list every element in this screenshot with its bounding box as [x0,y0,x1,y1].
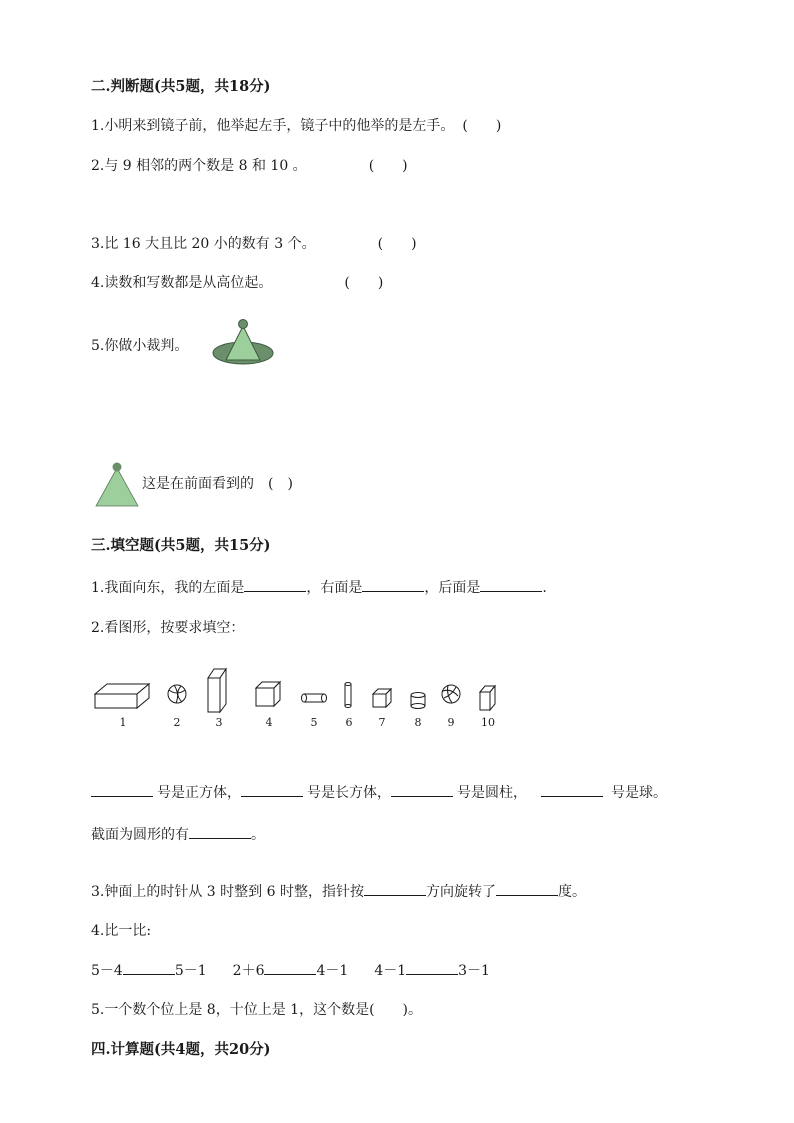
judge-q2 [91,156,408,176]
fill-q3-part-a: 3.钟面上的时针从 3 时整到 6 时整，指针按 [91,884,364,900]
shape-label-10: 10 [481,716,495,729]
shape-6-cylinder-tall [345,683,351,708]
cylinder-blank[interactable] [391,782,453,797]
judge-q5-answer[interactable]: ( ) [268,476,293,492]
shape-label-4: 4 [265,716,273,729]
judge-q4-text: 4.读数和写数都是从高位起。 [91,275,273,291]
front-ball [113,463,122,472]
compare-2-right: 4－1 [316,963,349,979]
shape-label-9: 9 [447,716,455,729]
fill-q5-answer[interactable]: ( ) [369,1002,409,1018]
shape-1-cuboid-flat [95,684,149,708]
compare-3-left: 4－1 [374,963,407,979]
shape-label-1: 1 [119,716,127,729]
shape-label-6: 6 [345,716,353,729]
cone-front-figure [94,460,140,508]
judge-q2-answer[interactable]: ( ) [368,158,408,174]
section-4-title: 四.计算题(共4题，共20分) [91,1041,271,1058]
judge-q4-answer[interactable]: ( ) [344,275,384,291]
sphere-label: 号是球。 [611,785,667,801]
sphere-blank[interactable] [541,782,603,797]
judge-q5-caption-line [142,474,293,494]
shape-2-ball [168,685,186,703]
fill-q1 [91,577,547,598]
shape-label-2: 2 [173,716,181,729]
fill-q5-text: 5.一个数个位上是 8，十位上是 1，这个数是 [91,1002,370,1018]
judge-q1 [91,116,501,136]
judge-q3-text: 3.比 16 大且比 20 小的数有 3 个。 [91,236,316,252]
fill-q3-part-c: 度。 [557,884,586,900]
fill-q1-blank-back[interactable] [480,577,542,592]
cuboid-label: 号是长方体， [307,785,391,801]
fill-q2-text: 2.看图形，按要求填空： [91,620,245,636]
hat-ball [239,320,248,329]
judge-q4 [91,273,383,293]
degree-blank[interactable] [496,881,558,896]
front-cone [96,468,138,506]
fill-q5 [91,1000,422,1020]
shape-9-volleyball [442,685,460,703]
cuboid-blank[interactable] [241,782,303,797]
compare-2-left: 2＋6 [232,963,265,979]
shapes-row [90,664,510,720]
shape-5-cylinder-lying [302,694,327,702]
judge-q2-text: 2.与 9 相邻的两个数是 8 和 10 。 [91,158,307,174]
judge-q3-answer[interactable]: ( ) [377,236,417,252]
shape-8-short-cylinder [411,693,425,709]
fill-q3 [91,881,586,902]
shape-3-cuboid-tall [208,669,226,712]
section-3-title: 三.填空题(共5题，共15分) [91,537,271,554]
fill-q1-blank-right[interactable] [362,577,424,592]
cross-section-text: 截面为圆形的有 [91,827,189,843]
judge-q5-caption: 这是在前面看到的 [142,476,254,492]
fill-q4-text: 4.比一比: [91,923,152,939]
cross-section-blank[interactable] [189,824,251,839]
compare-3-right: 3－1 [458,963,490,979]
cone-hat-figure [212,316,276,376]
direction-blank[interactable] [364,881,426,896]
shape-7-small-cube [373,689,391,707]
judge-q3 [91,234,417,254]
fill-q1-part-b: ，右面是 [306,580,363,596]
judge-q1-answer[interactable]: ( ) [462,118,502,134]
shape-4-cube [256,682,280,706]
cube-blank[interactable] [91,782,153,797]
shape-label-5: 5 [310,716,318,729]
compare-1-right: 5－1 [174,963,207,979]
shape-10-small-cuboid [480,686,495,710]
judge-q5-text: 5.你做小裁判。 [91,338,189,354]
compare-3-blank[interactable] [406,960,458,975]
cube-label: 号是正方体， [157,785,241,801]
compare-2-blank[interactable] [264,960,316,975]
fill-q1-part-d: . [542,580,547,596]
judge-q1-text: 1.小明来到镜子前，他举起左手，镜子中的他举的是左手。 [91,118,455,134]
shape-label-3: 3 [215,716,223,729]
compare-1-left: 5－4 [91,963,123,979]
shape-label-7: 7 [378,716,386,729]
cross-section-end: 。 [251,827,265,843]
fill-q2-answers [91,782,667,803]
shape-label-8: 8 [414,716,422,729]
fill-q4-compare [91,960,490,981]
section-2-title: 二.判断题(共5题，共18分) [91,78,271,95]
fill-q1-part-c: ，后面是 [424,580,481,596]
fill-q5-end: 。 [408,1002,423,1018]
fill-q2-cross [91,824,265,845]
compare-1-blank[interactable] [123,960,175,975]
fill-q1-blank-left[interactable] [244,577,306,592]
fill-q1-part-a: 1.我面向东，我的左面是 [91,580,245,596]
fill-q3-part-b: 方向旋转了 [425,884,496,900]
cylinder-label: 号是圆柱， [457,785,527,801]
